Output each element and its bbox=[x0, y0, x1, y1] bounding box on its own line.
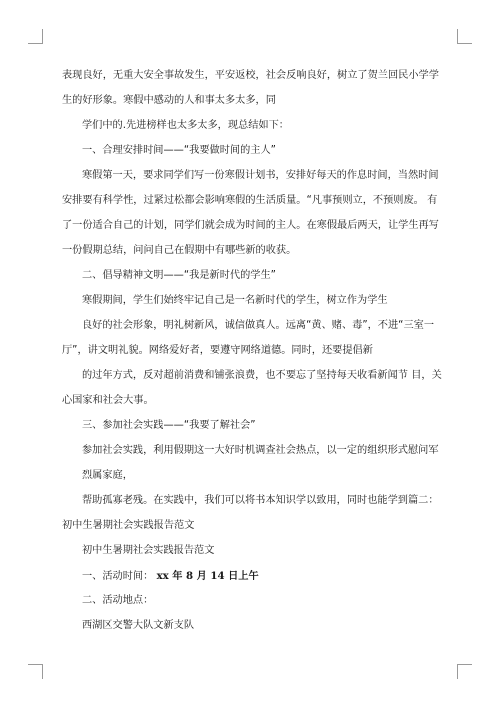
text-line: 的过年方式，反对超前消费和铺张浪费，也不要忘了坚持每天收看新闻节 目，关 bbox=[82, 370, 442, 381]
activity-time-value: xx 年 8 月 14 日上午 bbox=[156, 570, 259, 582]
text-line: 生的好形象。寒假中感动的人和事太多太多，同 bbox=[62, 95, 276, 106]
activity-place-value: 西湖区交警大队文新支队 bbox=[82, 620, 195, 631]
text-line: 寒假期间，学生们始终牢记自己是一名新时代的学生，树立作为学生 bbox=[82, 295, 388, 306]
text-line: 初中生暑期社会实践报告范文 bbox=[62, 520, 195, 531]
text-line: 了一份适合自己的计划，同学们就会成为时间的主人。在寒假最后两天，让学生再写 bbox=[62, 220, 439, 231]
section-heading-3: 三、参加社会实践——“我要了解社会” bbox=[82, 420, 256, 431]
text-line: 安排要有科学性，过紧过松都会影响寒假的生活质量。“凡事预则立，不预则废。 有 bbox=[62, 195, 438, 206]
text-line: 帮助孤寡老残。在实践中，我们可以将书本知识学以致用，同时也能学到篇二： bbox=[82, 495, 439, 506]
activity-time-line bbox=[82, 569, 442, 584]
text-line: 一份假期总结，问问自己在假期中有哪些新的收获。 bbox=[62, 245, 297, 256]
text-line: 良好的社会形象，明礼树新风，诚信做真人。远离“黄、赌、毒”，不进“三室一 bbox=[82, 320, 435, 331]
text-line: 烈属家庭， bbox=[82, 470, 133, 481]
text-line: 参加社会实践，利用假期这一大好时机调查社会热点，以一定的组织形式慰问军 bbox=[82, 445, 439, 456]
text-line: 表现良好，无重大安全事故发生，平安返校，社会反响良好，树立了贺兰回民小学学 bbox=[62, 70, 439, 81]
section-heading-1: 一、合理安排时间——“我要做时间的主人” bbox=[82, 145, 276, 156]
text-line: 寒假第一天，要求同学们写一份寒假计划书，安排好每天的作息时间，当然时间 bbox=[82, 170, 439, 181]
text-line: 学们中的.先进榜样也太多太多，现总结如下： bbox=[82, 120, 289, 131]
text-line: 厅”，讲文明礼貌。网络爱好者，要遵守网络道德。同时，还要提倡新 bbox=[62, 345, 373, 356]
activity-time-label: 一、活动时间： bbox=[82, 571, 154, 582]
activity-place-label: 二、活动地点： bbox=[82, 595, 154, 606]
text-line: 心国家和社会大事。 bbox=[62, 395, 154, 406]
text-line: 初中生暑期社会实践报告范文 bbox=[82, 545, 215, 556]
section-heading-2: 二、倡导精神文明——“我是新时代的学生” bbox=[82, 270, 276, 281]
